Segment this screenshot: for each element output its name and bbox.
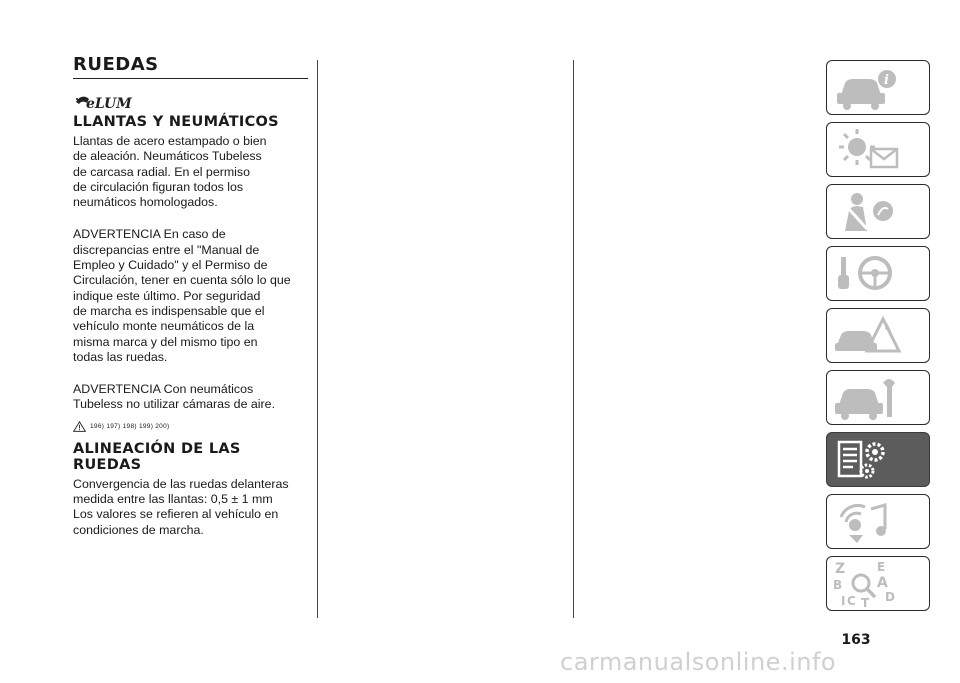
car-wrench-icon — [827, 371, 931, 426]
reference-numbers: 196) 197) 198) 199) 200) — [90, 422, 170, 430]
warning-references — [73, 421, 308, 432]
svg-text:D: D — [885, 590, 895, 604]
seatbelt-airbag-icon — [827, 185, 931, 240]
tab-maintenance[interactable] — [826, 370, 930, 425]
key-steering-wheel-icon — [827, 247, 931, 302]
svg-text:I: I — [841, 594, 846, 608]
wheels-title: LLANTAS Y NEUMÁTICOS — [73, 114, 279, 130]
svg-text:eLUM: eLUM — [86, 96, 132, 112]
tab-index[interactable] — [826, 556, 930, 611]
alignment-title: ALINEACIÓN DE LAS RUEDAS — [73, 440, 241, 473]
tab-lights-messages[interactable] — [826, 122, 930, 177]
column-divider-2 — [573, 60, 574, 618]
svg-text:A: A — [877, 575, 888, 591]
svg-text:E: E — [877, 560, 886, 574]
accident-warning-icon — [827, 309, 931, 364]
elum-logo — [73, 88, 132, 112]
tab-safety[interactable] — [826, 184, 930, 239]
tab-specifications[interactable] — [826, 432, 930, 487]
tab-starting-driving[interactable] — [826, 246, 930, 301]
warning-paragraph-1: ADVERTENCIA En caso de discrepancias entre el "Manual de Empleo y Cuidado" y el Permiso de Circulación, tener en cuenta sólo lo que indique este último. Por seguridad de marcha es indispensable que el vehículo monte neumáticos de la misma marca y del mismo tipo en todas las ruedas. — [73, 227, 291, 364]
svg-text:Z: Z — [835, 561, 846, 577]
warning-paragraph-2: ADVERTENCIA Con neumáticos Tubeless no utilizar cámaras de aire. — [73, 382, 276, 412]
wheels-intro: Llantas de acero estampado o bien de aleación. Neumáticos Tubeless de carcasa radial. En el permiso de circulación figuran todos los neumáticos homologados. — [73, 134, 267, 210]
column-divider-1 — [317, 60, 318, 618]
text-column — [73, 55, 308, 555]
svg-text:C: C — [847, 594, 856, 608]
svg-text:T: T — [861, 596, 870, 610]
multimedia-icon — [827, 495, 931, 550]
tab-car-info[interactable] — [826, 60, 930, 115]
svg-text:B: B — [833, 578, 843, 592]
tab-emergency[interactable] — [826, 308, 930, 363]
lights-message-icon — [827, 123, 931, 178]
watermark[interactable]: carmanualsonline.info — [560, 648, 837, 676]
tab-multimedia[interactable] — [826, 494, 930, 549]
specifications-gear-icon — [827, 433, 931, 488]
alignment-body: Convergencia de las ruedas delanteras medida entre las llantas: 0,5 ± 1 mm Los valores se refieren al vehículo en condiciones de marcha. — [73, 476, 289, 537]
section-title: RUEDAS — [73, 55, 308, 79]
car-info-icon — [827, 61, 931, 116]
svg-text:i: i — [884, 73, 889, 88]
alphabetical-index-icon — [827, 557, 931, 612]
page-number: 163 — [841, 632, 871, 648]
warning-triangle-icon — [73, 421, 86, 432]
